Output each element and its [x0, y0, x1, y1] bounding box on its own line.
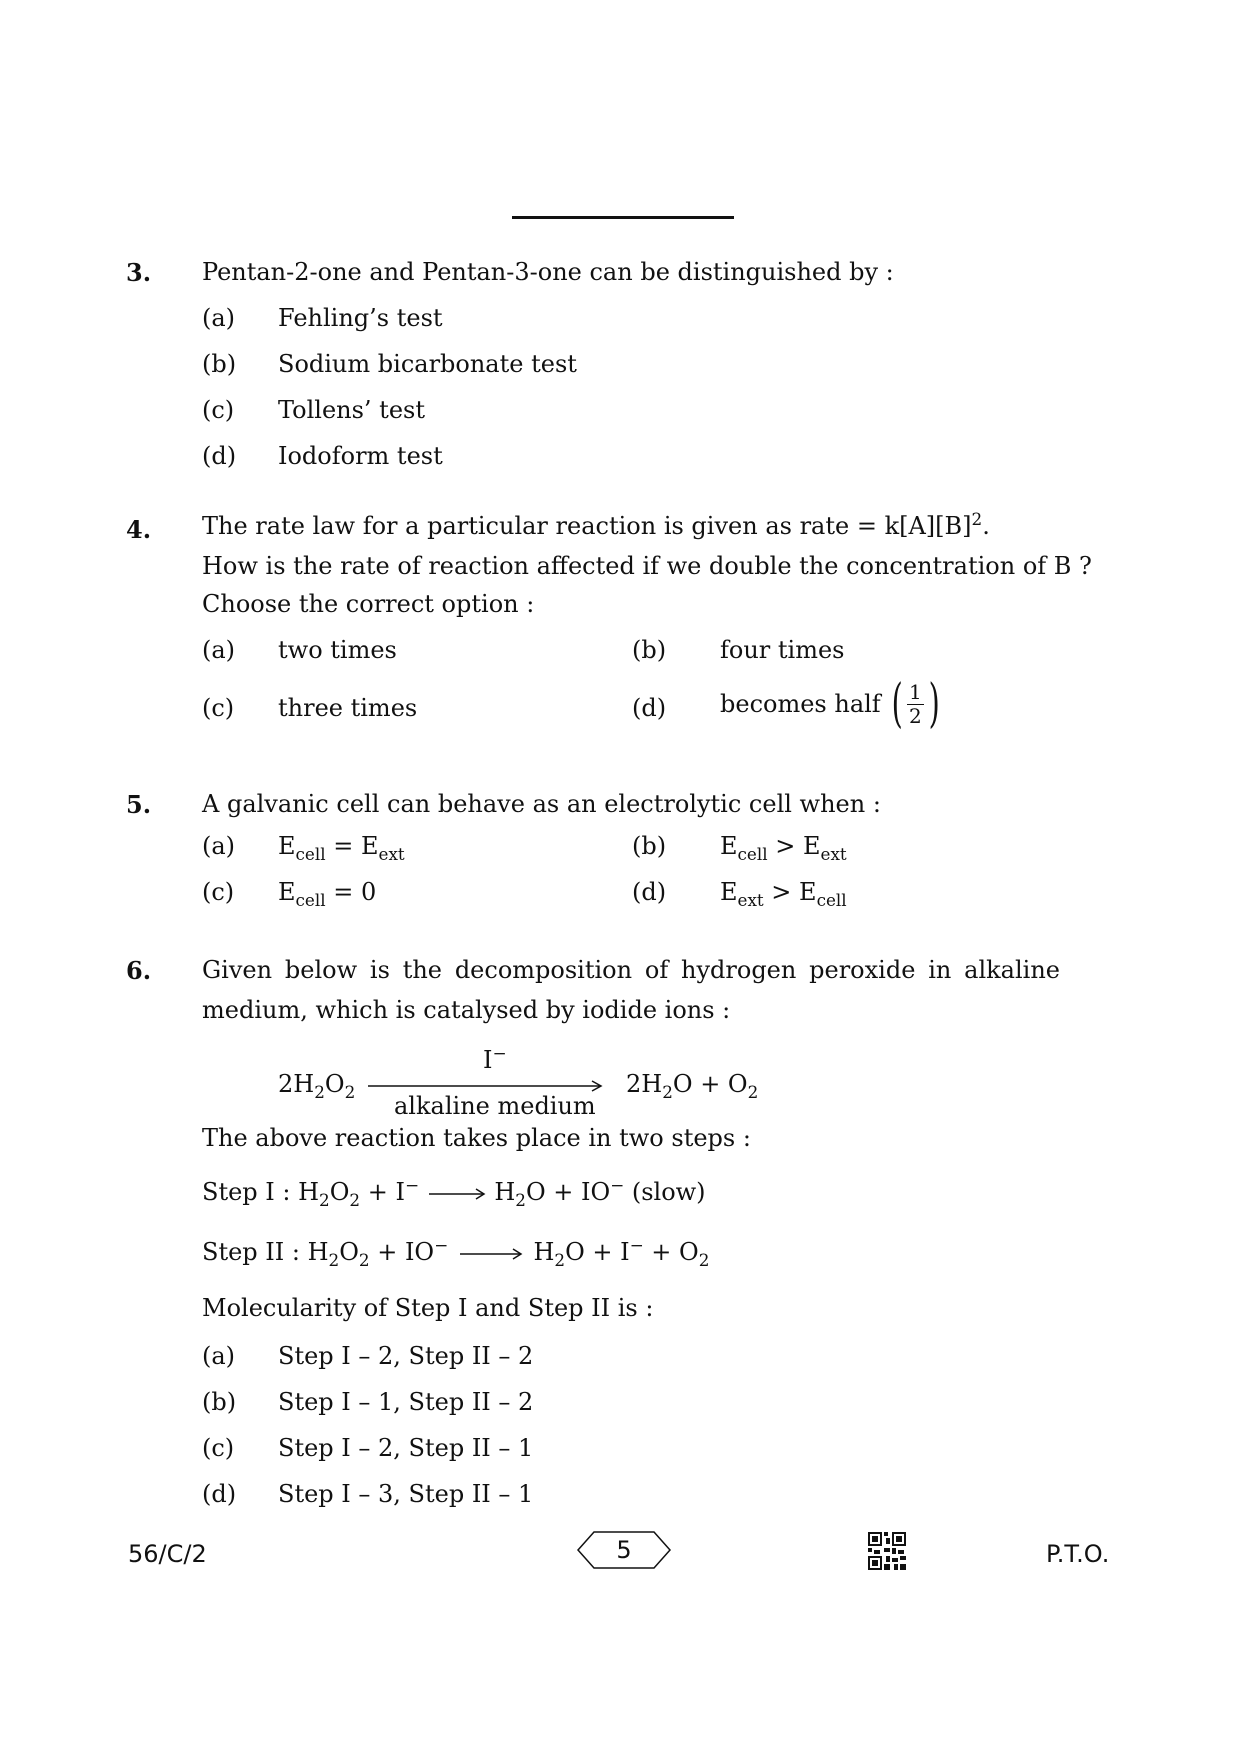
- page-number: 5: [616, 1536, 632, 1564]
- option-letter: (d): [632, 878, 667, 906]
- option-letter: (a): [202, 832, 236, 860]
- option-letter: (c): [202, 396, 235, 424]
- question-line-3: Choose the correct option :: [202, 590, 535, 618]
- step-2-equation: Step II : $H_2O_2 + IO^-$ $H_2O + I^- + O_2$: [202, 1235, 710, 1270]
- question-line-1: Given below is the decomposition of hydrogen peroxide in alkaline: [202, 956, 1060, 984]
- paper-code: 56/C/2: [128, 1540, 207, 1568]
- option-letter: (a): [202, 636, 236, 664]
- option-letter: (b): [632, 832, 667, 860]
- option-text: $E_{cell} = 0$: [278, 878, 377, 910]
- question-line-1: The rate law for a particular reaction is given as rate = $k[A][B]^2$.: [202, 509, 990, 540]
- option-letter: (b): [632, 636, 667, 664]
- option-letter: (d): [632, 694, 667, 722]
- option-text: three times: [278, 694, 418, 722]
- please-turn-over: P.T.O.: [1046, 1540, 1110, 1568]
- decomposition-reaction: [278, 1043, 878, 1126]
- option-letter: (a): [202, 304, 236, 332]
- option-letter: (c): [202, 878, 235, 906]
- option-text: Step I – 2, Step II – 1: [278, 1434, 534, 1462]
- option-text: becomes half ( $\frac{1}{2}$ ): [720, 678, 944, 730]
- reaction-arrow-icon: [427, 1188, 487, 1200]
- top-rule: [512, 216, 734, 219]
- reaction-arrow-icon: [368, 1080, 604, 1092]
- option-text: $E_{ext} > E_{cell}$: [720, 878, 847, 910]
- question-number: 4.: [126, 515, 152, 544]
- option-letter: (c): [202, 694, 235, 722]
- question-line-4: Molecularity of Step I and Step II is :: [202, 1294, 654, 1322]
- option-letter: (b): [202, 1388, 237, 1416]
- reaction-arrow-icon: [456, 1248, 526, 1260]
- reaction-condition: alkaline medium: [394, 1092, 596, 1120]
- option-text: $E_{cell} > E_{ext}$: [720, 832, 847, 864]
- option-letter: (d): [202, 442, 237, 470]
- option-text: $E_{cell} = E_{ext}$: [278, 832, 405, 864]
- option-text: Fehling’s test: [278, 304, 443, 332]
- fraction-one-half: ( $\frac{1}{2}$ ): [891, 674, 940, 734]
- question-number: 3.: [126, 258, 152, 287]
- page-number-badge: [576, 1530, 672, 1570]
- question-line-3: The above reaction takes place in two steps :: [202, 1124, 751, 1152]
- qr-code-icon: [868, 1532, 906, 1570]
- option-letter: (b): [202, 350, 237, 378]
- option-text: Iodoform test: [278, 442, 443, 470]
- products: $2H_2O + O_2$: [626, 1070, 759, 1102]
- question-line-2: How is the rate of reaction affected if we double the concentration of B ?: [202, 552, 1092, 580]
- option-letter: (a): [202, 1342, 236, 1370]
- option-letter: (c): [202, 1434, 235, 1462]
- catalyst: I−: [483, 1043, 507, 1074]
- option-text: four times: [720, 636, 845, 664]
- question-text: A galvanic cell can behave as an electrolytic cell when :: [202, 790, 881, 818]
- option-text: Tollens’ test: [278, 396, 425, 424]
- question-number: 5.: [126, 790, 152, 819]
- question-number: 6.: [126, 956, 152, 985]
- option-text: Step I – 1, Step II – 2: [278, 1388, 534, 1416]
- option-text: two times: [278, 636, 397, 664]
- option-text: Step I – 2, Step II – 2: [278, 1342, 534, 1370]
- option-text: Sodium bicarbonate test: [278, 350, 577, 378]
- option-letter: (d): [202, 1480, 237, 1508]
- step-1-equation: Step I : $H_2O_2 + I^-$ $H_2O + IO^-$ (slow): [202, 1175, 706, 1210]
- reactant: $2H_2O_2$: [278, 1070, 356, 1102]
- question-line-2: medium, which is catalysed by iodide ions :: [202, 996, 731, 1024]
- question-text: Pentan-2-one and Pentan-3-one can be distinguished by :: [202, 258, 894, 286]
- option-text: Step I – 3, Step II – 1: [278, 1480, 534, 1508]
